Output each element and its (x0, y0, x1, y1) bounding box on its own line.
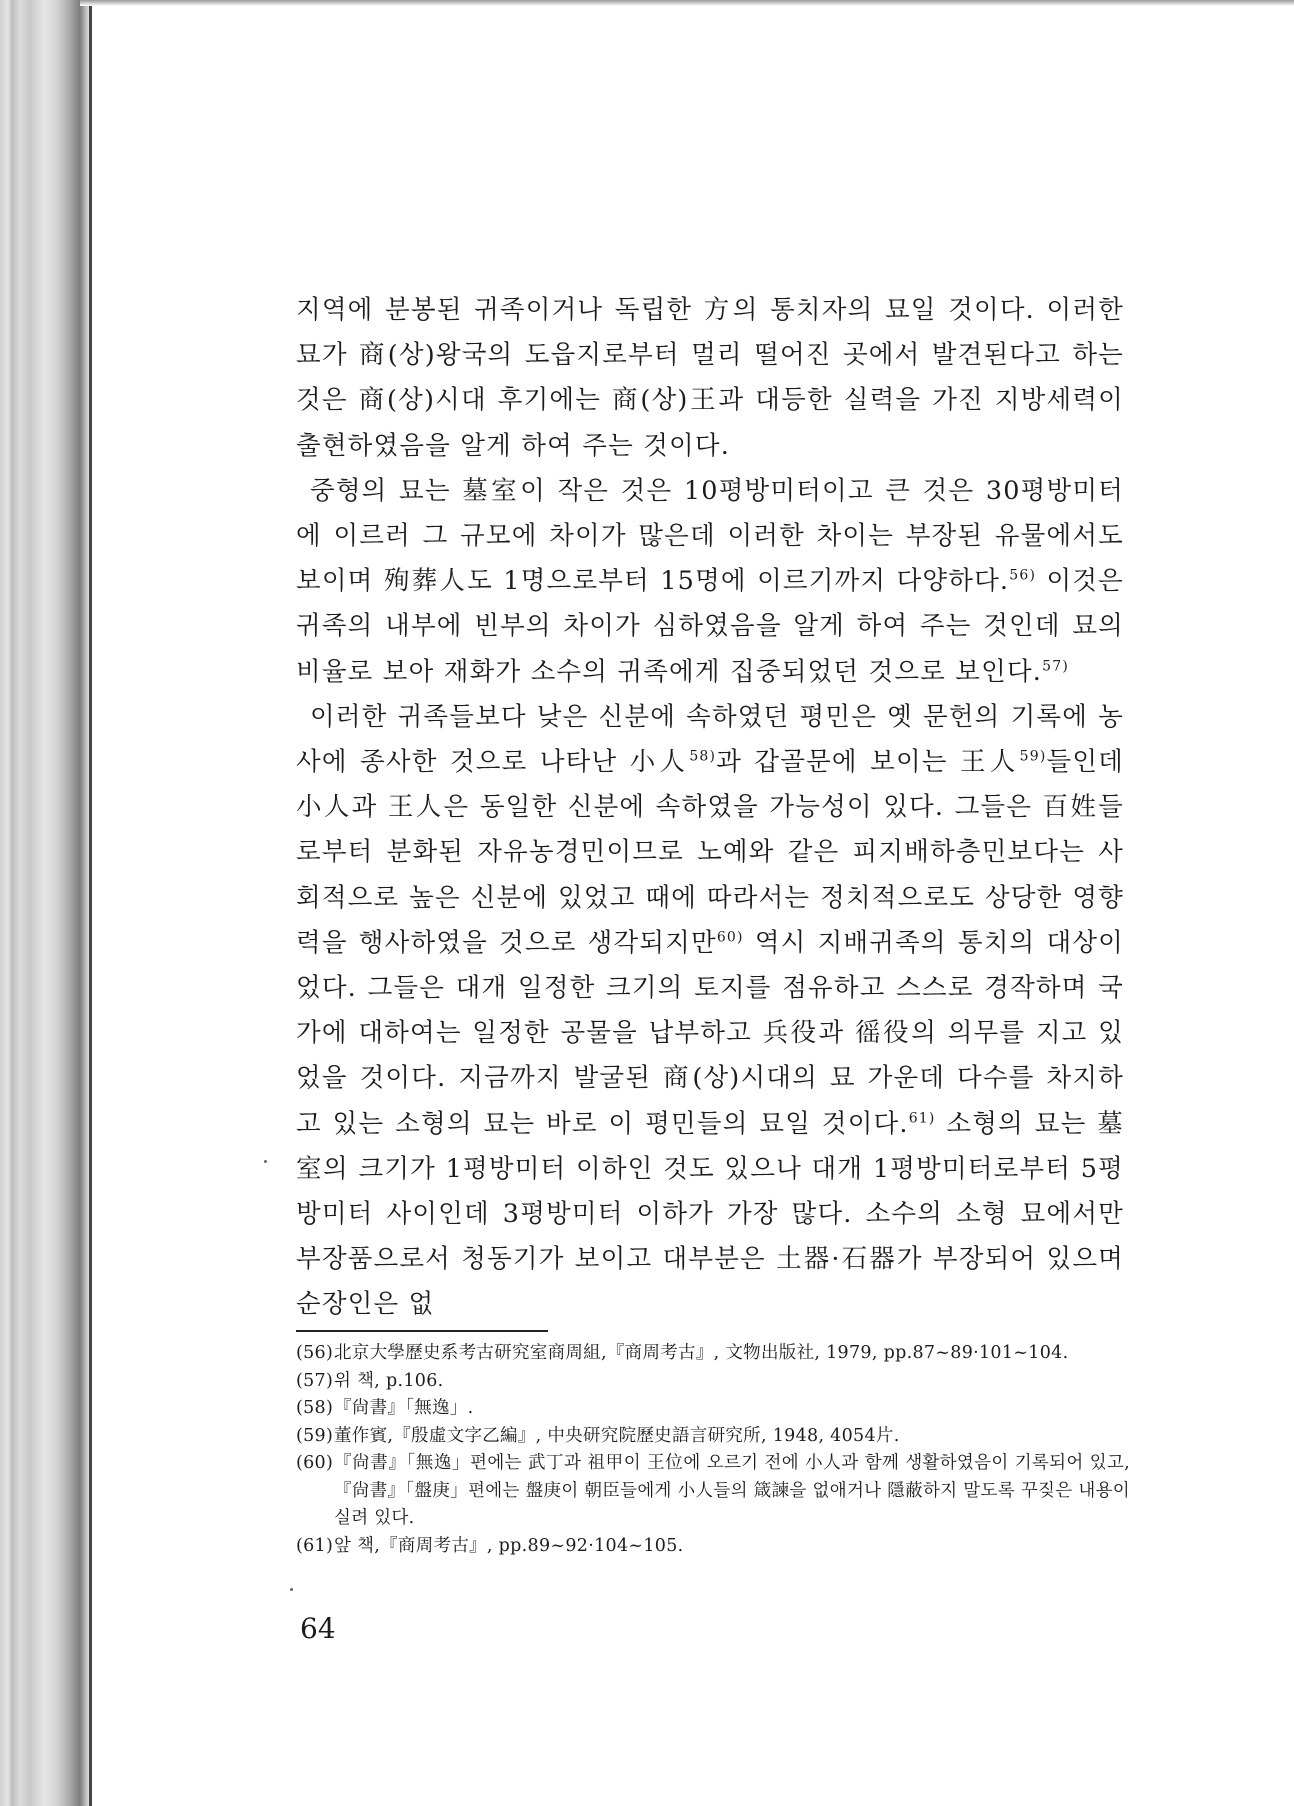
footnote-58: (58) 『尙書』「無逸」. (296, 1398, 474, 1418)
footnote-separator (296, 1330, 548, 1332)
footnote-57: (57) 위 책, p.106. (296, 1370, 444, 1391)
footnote-ref-59: 59) (1019, 748, 1047, 765)
body-text (296, 288, 1124, 1328)
footnote-61: (61) 앞 책,『商周考古』, pp.89~92·104~105. (296, 1535, 684, 1556)
footnote-ref-60: 60) (716, 929, 744, 946)
footnote-ref-58: 58) (689, 748, 717, 765)
book-page-edges (0, 0, 92, 1806)
footnote-ref-56: 56) (1009, 567, 1037, 584)
paragraph-1: 지역에 분봉된 귀족이거나 독립한 方의 통치자의 묘일 것이다. 이러한 묘가 商(상)왕국의 도읍지로부터 멀리 떨어진 곳에서 발견된다고 하는 것은 商(상)시대 후기에는 商(상)王과 대등한 실력을 가진 지방세력이 출현하였음을 알게 하여 주는 것이다. (296, 295, 1124, 461)
footnote-60: (60) 『尙書』「無逸」편에는 武丁과 祖甲이 王位에 오르기 전에 小人과 함께 생활하였음이 기록되어 있고,『尙書』「盤庚」편에는 盤庚이 朝臣들에게 小人들의 箴諫을 없애거나 隱蔽하지 말도록 꾸짖은 내용이 실려 있다. (296, 1453, 1130, 1528)
page-number: 64 (300, 1612, 336, 1645)
footnote-59: (59) 董作賓,『殷虛文字乙編』, 中央研究院歷史語言研究所, 1948, 4054片. (296, 1425, 900, 1446)
page-top-shadow (80, 0, 1294, 6)
paragraph-2: 중형의 묘는 墓室이 작은 것은 10평방미터이고 큰 것은 30평방미터에 이르러 그 규모에 차이가 많은데 이러한 차이는 부장된 유물에서도 보이며 殉葬人도 1명으로부터 15명에 이르기까지 다양하다.$^{56)}$ 이것은 귀족의 내부에 빈부의 차이가 심하였음을 알게 하여 주는 것인데 묘의 비율로 보아 재화가 소수의 귀족에게 집중되었던 것으로 보인다.$^{57)}$ (296, 475, 1124, 687)
footnote-ref-61: 61) (908, 1110, 936, 1127)
scan-speck (290, 1588, 293, 1591)
footnotes (296, 1340, 1130, 1560)
footnote-56: (56) 北京大學歷史系考古研究室商周組,『商周考古』, 文物出版社, 1979, pp.87~89·101~104. (296, 1343, 1069, 1363)
footnote-ref-57: 57) (1042, 658, 1069, 675)
scan-speck (264, 1160, 267, 1163)
paragraph-3: 이러한 귀족들보다 낮은 신분에 속하였던 평민은 옛 문헌의 기록에 농사에 종사한 것으로 나타난 小人$^{58)}$과 갑골문에 보이는 王人$^{59)}$들인데 小人과 王人은 동일한 신분에 속하였을 가능성이 있다. 그들은 百姓들로부터 분화된 자유농경민이므로 노예와 같은 피지배하층민보다는 사회적으로 높은 신분에 있었고 때에 따라서는 정치적으로도 상당한 영향력을 행사하였을 것으로 생각되지만$^{60)}$ 역시 지배귀족의 통치의 대상이었다. 그들은 대개 일정한 크기의 토지를 점유하고 스스로 경작하며 국가에 대하여는 일정한 공물을 납부하고 兵役과 徭役의 의무를 지고 있었을 것이다. 지금까지 발굴된 商(상)시대의 묘 가운데 다수를 차지하고 있는 소형의 묘는 바로 이 평민들의 묘일 것이다.$^{61)}$ 소형의 묘는 墓室의 크기가 1평방미터 이하인 것도 있으나 대개 1평방미터로부터 5평방미터 사이인데 3평방미터 이하가 가장 많다. 소수의 소형 묘에서만 부장품으로서 청동기가 보이고 대부분은 土器·石器가 부장되어 있으며 순장인은 없 (296, 701, 1125, 1320)
